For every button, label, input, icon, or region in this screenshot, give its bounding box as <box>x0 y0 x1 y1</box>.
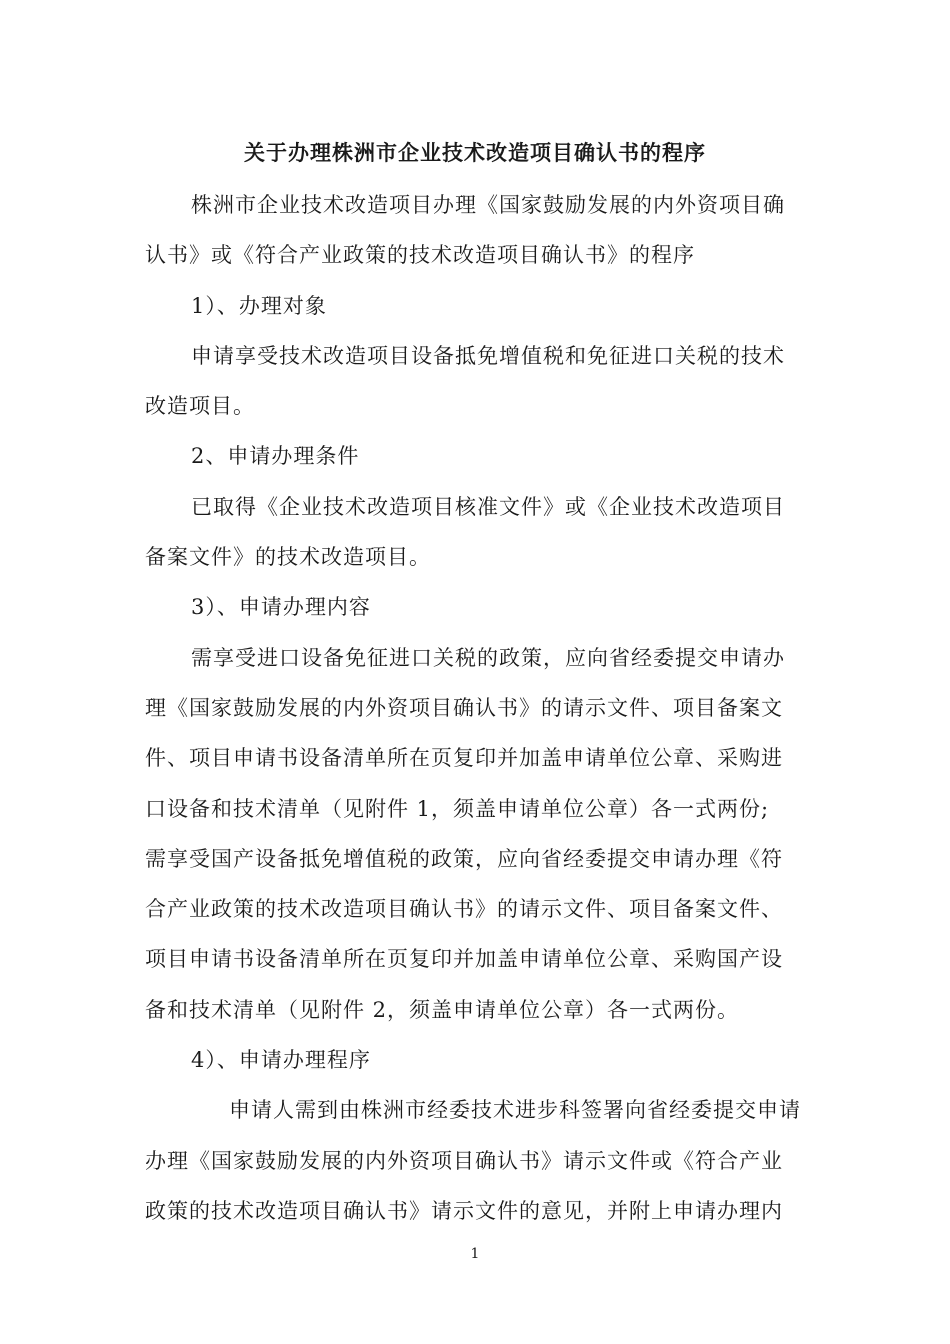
text-line: 改造项目。 <box>145 394 255 419</box>
text-line: 申请享受技术改造项目设备抵免增值税和免征进口关税的技术 <box>191 343 785 368</box>
text-line: 需享受进口设备免征进口关税的政策，应向省经委提交申请办 <box>191 645 785 670</box>
text-line: 件、项目申请书设备清单所在页复印并加盖申请单位公章、采购进 <box>145 746 783 771</box>
text-line: 需享受国产设备抵免增值税的政策，应向省经委提交申请办理《符 <box>145 846 783 871</box>
document-title: 关于办理株洲市企业技术改造项目确认书的程序 <box>244 140 706 165</box>
text-line: 理《国家鼓励发展的内外资项目确认书》的请示文件、项目备案文 <box>145 695 783 720</box>
section-heading-4: 4）、申请办理程序 <box>191 1048 371 1073</box>
text-line: 已取得《企业技术改造项目核准文件》或《企业技术改造项目 <box>191 494 785 519</box>
text-line: 备案文件》的技术改造项目。 <box>145 545 431 570</box>
section-heading-1: 1）、办理对象 <box>191 293 327 318</box>
section-heading-2: 2、申请办理条件 <box>191 444 360 469</box>
text-line: 办理《国家鼓励发展的内外资项目确认书》请示文件或《符合产业 <box>145 1148 783 1173</box>
text-line: 申请人需到由株洲市经委技术进步科签署向省经委提交申请 <box>229 1098 801 1123</box>
text-line: 株洲市企业技术改造项目办理《国家鼓励发展的内外资项目确 <box>191 193 785 217</box>
text-line: 合产业政策的技术改造项目确认书》的请示文件、项目备案文件、 <box>145 897 783 922</box>
text-line: 政策的技术改造项目确认书》请示文件的意见，并附上申请办理内 <box>145 1198 783 1223</box>
document-body <box>145 180 805 1236</box>
text-line: 认书》或《符合产业政策的技术改造项目确认书》的程序 <box>145 243 695 268</box>
text-line: 备和技术清单（见附件 2，须盖申请单位公章）各一式两份。 <box>145 997 740 1022</box>
text-line: 口设备和技术清单（见附件 1，须盖申请单位公章）各一式两份; <box>145 796 770 821</box>
section-heading-3: 3）、申请办理内容 <box>191 595 371 620</box>
page-number: 1 <box>470 1246 480 1262</box>
text-line: 项目申请书设备清单所在页复印并加盖申请单位公章、采购国产设 <box>145 947 783 972</box>
